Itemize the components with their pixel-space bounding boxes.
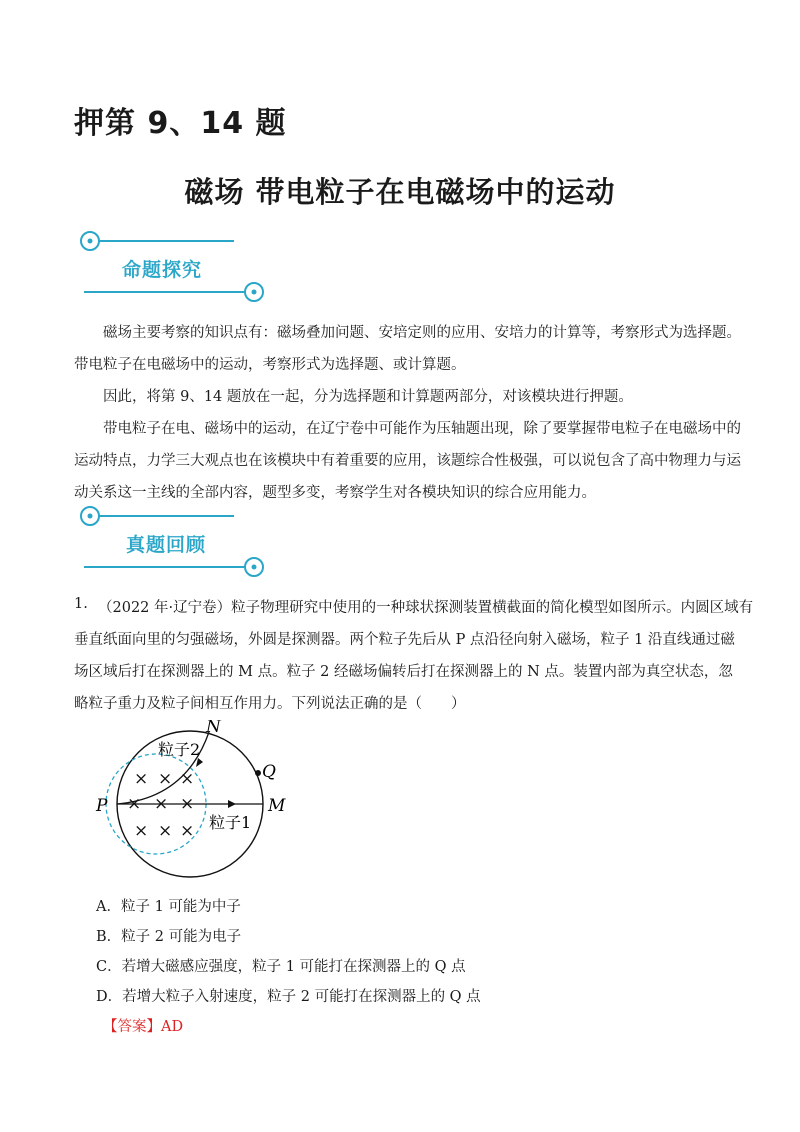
section-banner-exploration — [78, 228, 268, 304]
banner-title: 命题探究 — [122, 259, 203, 281]
field-mark: × — [180, 821, 195, 841]
field-mark: × — [158, 769, 173, 789]
field-mark: × — [134, 821, 149, 841]
intro-text: 动关系这一主线的全部内容，题型多变，考察学生对各模块知识的综合应用能力。 — [74, 485, 596, 501]
answer-value: AD — [161, 1019, 184, 1035]
intro-text: 因此，将第 9、14 题放在一起，分为选择题和计算题两部分，对该模块进行押题。 — [103, 389, 633, 405]
page-subheading: 磁场 带电粒子在电磁场中的运动 — [184, 175, 616, 209]
question-text: （2022 年·辽宁卷）粒子物理研究中使用的一种球状探测装置横截面的简化模型如图所示。内圆区域有 — [98, 600, 754, 616]
field-mark: × — [154, 794, 169, 814]
section-banner-review — [78, 503, 268, 579]
page-heading: 押第 9、14 题 — [74, 106, 287, 141]
option-a: A．粒子 1 可能为中子 — [96, 899, 241, 915]
question-text: 场区域后打在探测器上的 M 点。粒子 2 经磁场偏转后打在探测器上的 N 点。装置内部为真空状态，忽 — [74, 664, 733, 680]
field-mark: × — [180, 769, 195, 789]
question-number: 1. — [74, 596, 88, 612]
intro-text: 运动特点，力学三大观点也在该模块中有着重要的应用，该题综合性极强，可以说包含了高中物理力与运 — [74, 453, 741, 469]
field-mark: × — [127, 794, 142, 814]
label-q: Q — [262, 762, 276, 782]
intro-text: 磁场主要考察的知识点有：磁场叠加问题、安培定则的应用、安培力的计算等，考察形式为选择题。 — [103, 325, 741, 341]
label-m: M — [268, 796, 286, 816]
banner-title: 真题回顾 — [126, 534, 207, 556]
intro-text: 带电粒子在电磁场中的运动，考察形式为选择题、或计算题。 — [74, 357, 466, 373]
label-n: N — [206, 720, 221, 737]
question-figure — [94, 720, 304, 890]
option-c: C．若增大磁感应强度，粒子 1 可能打在探测器上的 Q 点 — [96, 959, 466, 975]
label-p: P — [96, 796, 108, 816]
question-text: 略粒子重力及粒子间相互作用力。下列说法正确的是（ ） — [74, 696, 466, 712]
question-text: 垂直纸面向里的匀强磁场，外圆是探测器。两个粒子先后从 P 点沿径向射入磁场，粒子 1 沿直线通过磁 — [74, 632, 735, 648]
option-b: B．粒子 2 可能为电子 — [96, 929, 242, 945]
label-particle-1: 粒子1 — [209, 813, 252, 832]
answer-label: 【答案】 — [103, 1019, 161, 1035]
detector-diagram — [94, 720, 304, 890]
field-mark: × — [158, 821, 173, 841]
field-mark: × — [134, 769, 149, 789]
label-particle-2: 粒子2 — [158, 740, 201, 759]
option-d: D．若增大粒子入射速度，粒子 2 可能打在探测器上的 Q 点 — [96, 989, 481, 1005]
answer-line — [103, 1015, 183, 1036]
intro-text: 带电粒子在电、磁场中的运动，在辽宁卷中可能作为压轴题出现，除了要掌握带电粒子在电磁场中的 — [103, 421, 741, 437]
field-mark: × — [180, 794, 195, 814]
